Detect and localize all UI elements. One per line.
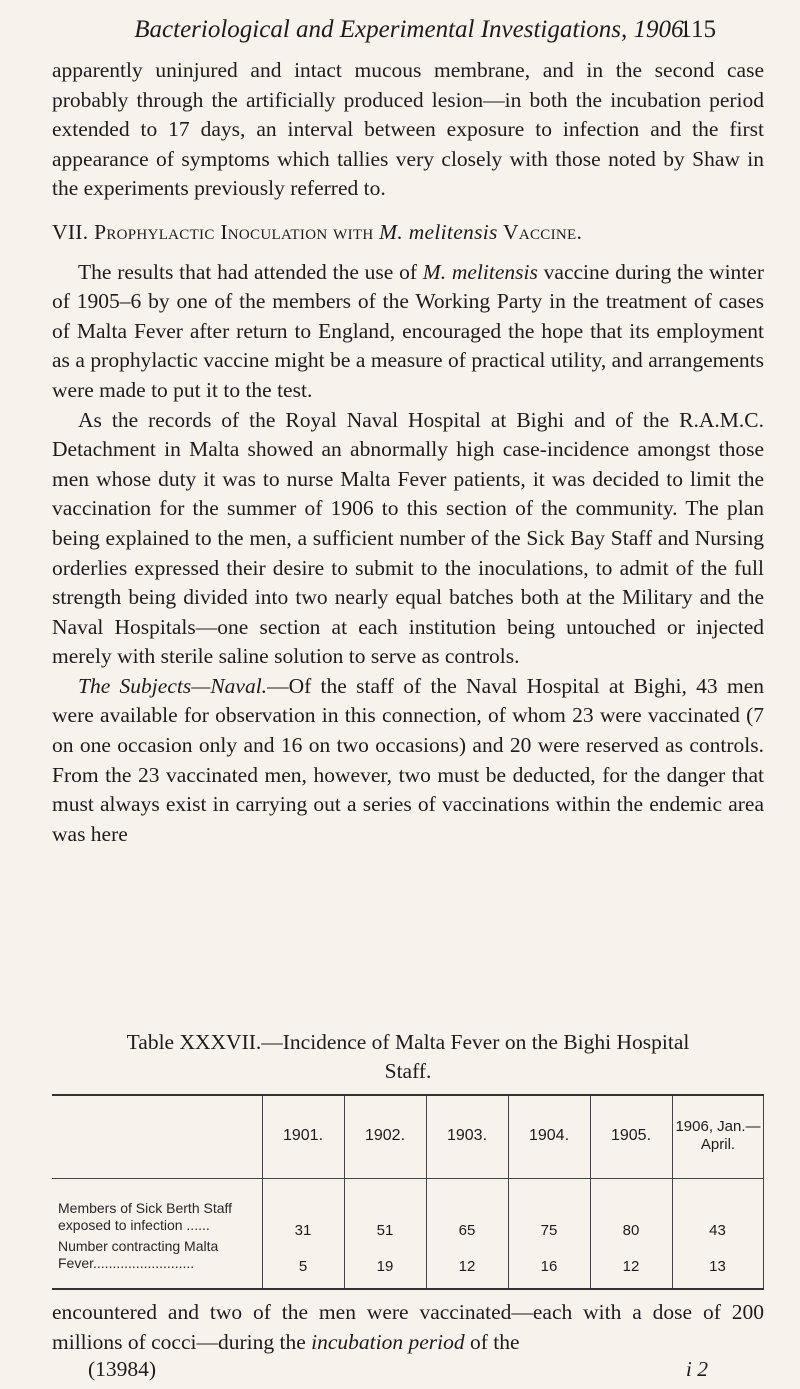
paragraph-results-a: The results that had attended the use of [78, 259, 423, 284]
signature-mark: i 2 [685, 1357, 708, 1381]
table-cell: 65 [458, 1222, 476, 1239]
section-heading-prefix: VII. Prophylactic Inoculation with [52, 219, 380, 244]
paragraph-results-b: vaccine during the winter of 1905–6 by one of the members of the Working Party in the treatment of cases of Malta Fever after return to England, encouraged the hope that its employment as a prophylactic vaccine might be a measure of practical utility, and arrangements were made to put it to the test. [52, 259, 764, 402]
table-cell: 43 [709, 1222, 726, 1239]
table-cell: 31 [294, 1222, 312, 1239]
section-heading-suffix: Vaccine. [497, 219, 583, 244]
running-title: Bacteriological and Experimental Investigations, 1906. [134, 16, 690, 43]
table-column-header: 1904. [528, 1127, 570, 1144]
subjects-heading: The Subjects—Naval. [78, 673, 268, 698]
table-column-header: 1905. [610, 1127, 652, 1144]
body-text [52, 56, 764, 849]
table-column-header: 1903. [446, 1127, 488, 1144]
paragraph-records: As the records of the Royal Naval Hospital at Bighi and of the R.A.M.C. Detachment in Malta showed an abnormally high case-incidence amongst those men whose duty it was to nurse Malta Fever patients, it was decided to limit the vaccination for the summer of 1906 to this section of the community. The plan being explained to the men, a sufficient number of the Sick Bay Staff and Nursing orderlies expressed their desire to submit to the inoculations, to admit of the full strength being divided into two nearly equal batches both at the Military and the Naval Hospitals—one section at each institution being untouched or injected merely with sterile saline solution to serve as controls. [52, 407, 764, 669]
table-cell: 5 [298, 1258, 308, 1275]
table-cell: 12 [622, 1258, 640, 1275]
table-col-rule [763, 1096, 764, 1288]
table-column-header: 1902. [364, 1127, 406, 1144]
page-number: 115 [679, 16, 716, 43]
table-cell: 75 [540, 1222, 558, 1239]
table-column-header: 1901. [282, 1127, 324, 1144]
table-caption-line-1: Table XXXVII.—Incidence of Malta Fever on the Bighi Hospital [126, 1030, 690, 1054]
running-header [112, 16, 716, 44]
paragraph-continuation: apparently uninjured and intact mucous membrane, and in the second case probably through the artificially produced lesion—in both the incubation period extended to 17 days, an interval between exposure to infection and the first appearance of symptoms which tallies very closely with those noted by Shaw in the experiments previously referred to. [52, 58, 764, 201]
section-heading-organism: M. melitensis [379, 219, 498, 244]
section-heading [52, 218, 764, 248]
encountered-a: encountered and two of the men were vaccinated—each with a dose of 200 millions of cocci—during the [52, 1300, 764, 1354]
paragraph-encountered [52, 1298, 764, 1357]
table-cell: 19 [376, 1258, 394, 1275]
paragraph-subjects [52, 672, 764, 850]
encountered-italic: incubation period [311, 1329, 465, 1354]
table-cell: 13 [709, 1258, 726, 1275]
encountered-b: of the [464, 1329, 520, 1354]
table-cell: 51 [376, 1222, 394, 1239]
paragraph-results-organism: M. melitensis [422, 259, 538, 284]
table-cell: 12 [458, 1258, 476, 1275]
table-cell: 80 [622, 1222, 640, 1239]
subjects-text: —Of the staff of the Naval Hospital at Bighi, 43 men were available for observation in this connection, of whom 23 were vaccinated (7 on one occasion only and 16 on two occasions) and 20 were reserved as controls. From the 23 vaccinated men, however, two must be deducted, for the danger that must always exist in carrying out a series of vaccinations within the endemic area was here [52, 673, 764, 846]
continuation-text [52, 1298, 764, 1357]
table-row-label: Members of Sick Berth Staff exposed to infection ...... [58, 1200, 233, 1233]
incidence-table [52, 1094, 764, 1290]
page-footer [88, 1357, 708, 1382]
print-code: (13984) [88, 1357, 157, 1381]
table-column-header: 1906, Jan.—April. [675, 1118, 761, 1153]
table-caption-line-2: Staff. [384, 1059, 432, 1083]
table-cell: 16 [540, 1258, 558, 1275]
table-header-rule [52, 1178, 764, 1179]
table-caption [52, 1028, 764, 1086]
table-row-label: Number contracting Malta Fever.......................... [58, 1238, 219, 1271]
paragraph-results [52, 258, 764, 406]
